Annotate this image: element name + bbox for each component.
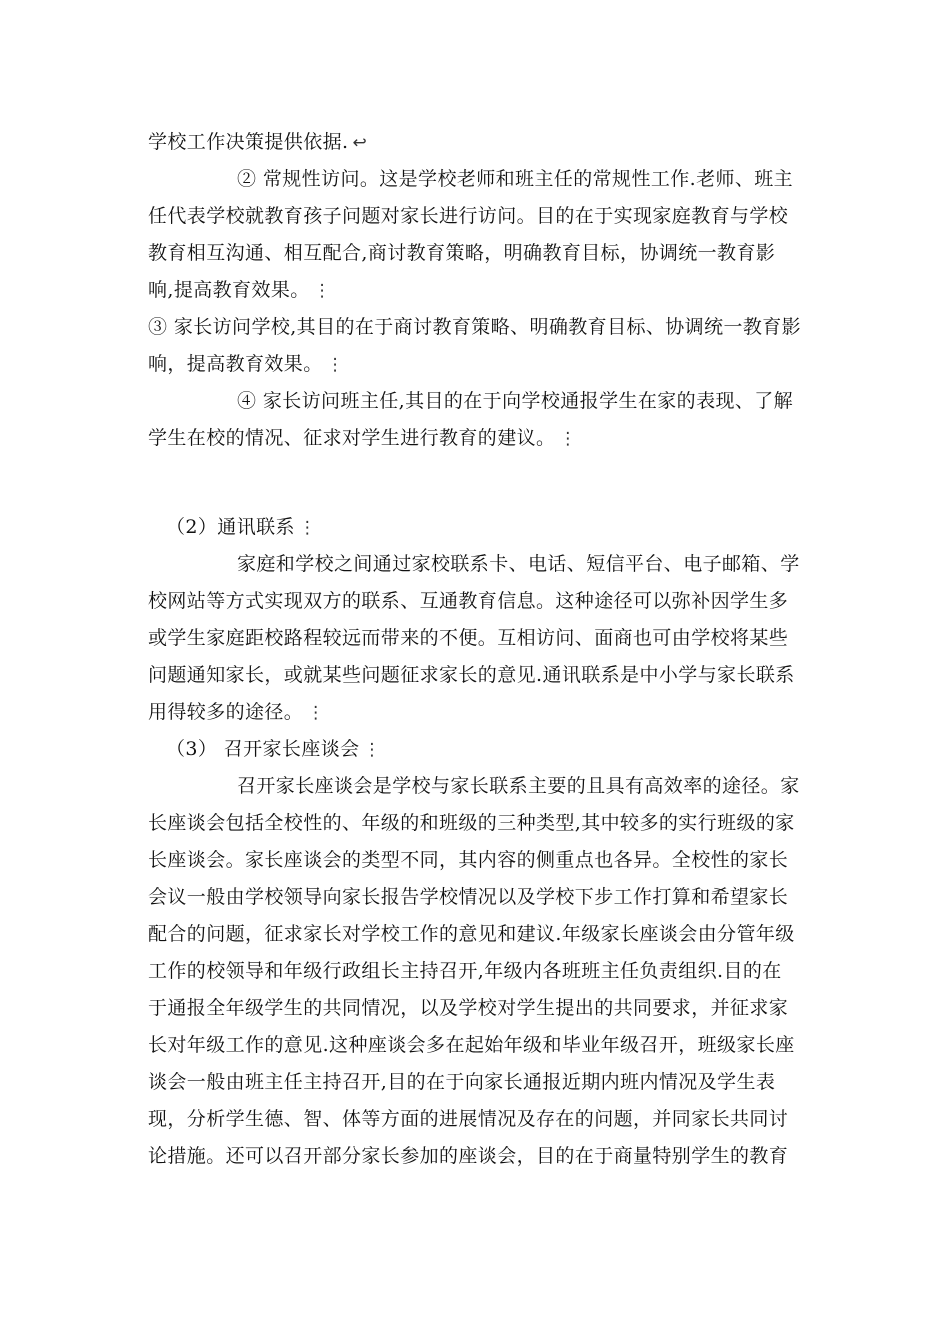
text-line (148, 1107, 788, 1131)
text-line (237, 774, 800, 798)
line-text: 学生在校的情况、征求对学生进行教育的建议。 (148, 427, 556, 449)
line-text: ④ 家长访问班主任,其目的在于向学校通报学生在家的表现、了解 (237, 390, 794, 412)
section-heading (166, 737, 381, 762)
line-text: 教育相互沟通、相互配合,商讨教育策略，明确教育目标，协调统一教育影 (148, 242, 776, 264)
line-text: ② 常规性访问。这是学校老师和班主任的常规性工作.老师、班主 (237, 168, 794, 190)
line-text: （2）通讯联系 (166, 516, 295, 538)
text-line (148, 848, 788, 872)
text-line (148, 204, 788, 228)
text-line (237, 552, 800, 576)
text-line (148, 426, 577, 451)
text-line (148, 315, 801, 339)
line-text: 长座谈会包括全校性的、年级的和班级的三种类型,其中较多的实行班级的家 (148, 812, 795, 834)
text-line (148, 278, 331, 303)
line-text: 响,提高教育效果。 (148, 279, 310, 301)
text-line (148, 1070, 775, 1094)
line-text: 召开家长座谈会是学校与家长联系主要的且具有高效率的途径。家 (237, 775, 800, 797)
text-line (148, 130, 367, 155)
text-line (237, 167, 793, 191)
text-line (148, 589, 788, 613)
line-text: 或学生家庭距校路程较远而带来的不便。互相访问、面商也可由学校将某些 (148, 627, 789, 649)
line-text: 用得较多的途径。 (148, 701, 304, 723)
paragraph-mark-icon: ⋮ (307, 703, 325, 723)
text-line (148, 922, 795, 946)
paragraph-mark-icon: ⋮ (313, 281, 332, 301)
line-text: 配合的问题，征求家长对学校工作的意见和建议.年级家长座谈会由分管年级 (148, 923, 795, 945)
line-text: 学校工作决策提供依据. (148, 131, 349, 153)
line-text: 问题通知家长，或就某些问题征求家长的意见.通讯联系是中小学与家长联系 (148, 664, 795, 686)
text-line (148, 996, 788, 1020)
line-text: 长座谈会。家长座谈会的类型不同，其内容的侧重点也各异。全校性的家长 (148, 849, 789, 871)
paragraph-mark-icon: ⋮ (326, 355, 345, 375)
line-text: 谈会一般由班主任主持召开,目的在于向家长通报近期内班内情况及学生表 (148, 1071, 776, 1093)
text-line (148, 885, 788, 909)
section-heading (166, 515, 316, 540)
line-text: 论措施。还可以召开部分家长参加的座谈会，目的在于商量特别学生的教育 (148, 1145, 789, 1167)
text-line (148, 663, 795, 687)
line-text: 家庭和学校之间通过家校联系卡、电话、短信平台、电子邮箱、学 (237, 553, 800, 575)
line-text: 于通报全年级学生的共同情况，以及学校对学生提出的共同要求，并征求家 (148, 997, 789, 1019)
text-line (148, 626, 788, 650)
text-line (148, 959, 782, 983)
line-text: 现，分析学生德、智、体等方面的进展情况及存在的问题，并同家长共同讨 (148, 1108, 789, 1130)
text-line (148, 241, 775, 265)
paragraph-mark-icon: ⋮ (298, 518, 317, 538)
line-text: 会议一般由学校领导向家长报告学校情况以及学校下步工作打算和希望家长 (148, 886, 789, 908)
line-text: （3） 召开家长座谈会 (166, 738, 360, 760)
line-text: 响，提高教育效果。 (148, 353, 323, 375)
text-line (237, 389, 793, 413)
line-text: 工作的校领导和年级行政组长主持召开,年级内各班班主任负责组织.目的在 (148, 960, 782, 982)
line-text: ③ 家长访问学校,其目的在于商讨教育策略、明确教育目标、协调统一教育影 (148, 316, 802, 338)
return-arrow-icon: ↩ (352, 133, 368, 153)
line-text: 任代表学校就教育孩子问题对家长进行访问。目的在于实现家庭教育与学校 (148, 205, 789, 227)
text-line (148, 811, 795, 835)
paragraph-mark-icon: ⋮ (363, 740, 381, 760)
text-line (148, 1033, 795, 1057)
text-line (148, 1144, 788, 1168)
line-text: 长对年级工作的意见.这种座谈会多在起始年级和毕业年级召开，班级家长座 (148, 1034, 795, 1056)
line-text: 校网站等方式实现双方的联系、互通教育信息。这种途径可以弥补因学生多 (148, 590, 789, 612)
text-line (148, 352, 344, 377)
text-line (148, 700, 325, 725)
paragraph-mark-icon: ⋮ (559, 429, 577, 449)
